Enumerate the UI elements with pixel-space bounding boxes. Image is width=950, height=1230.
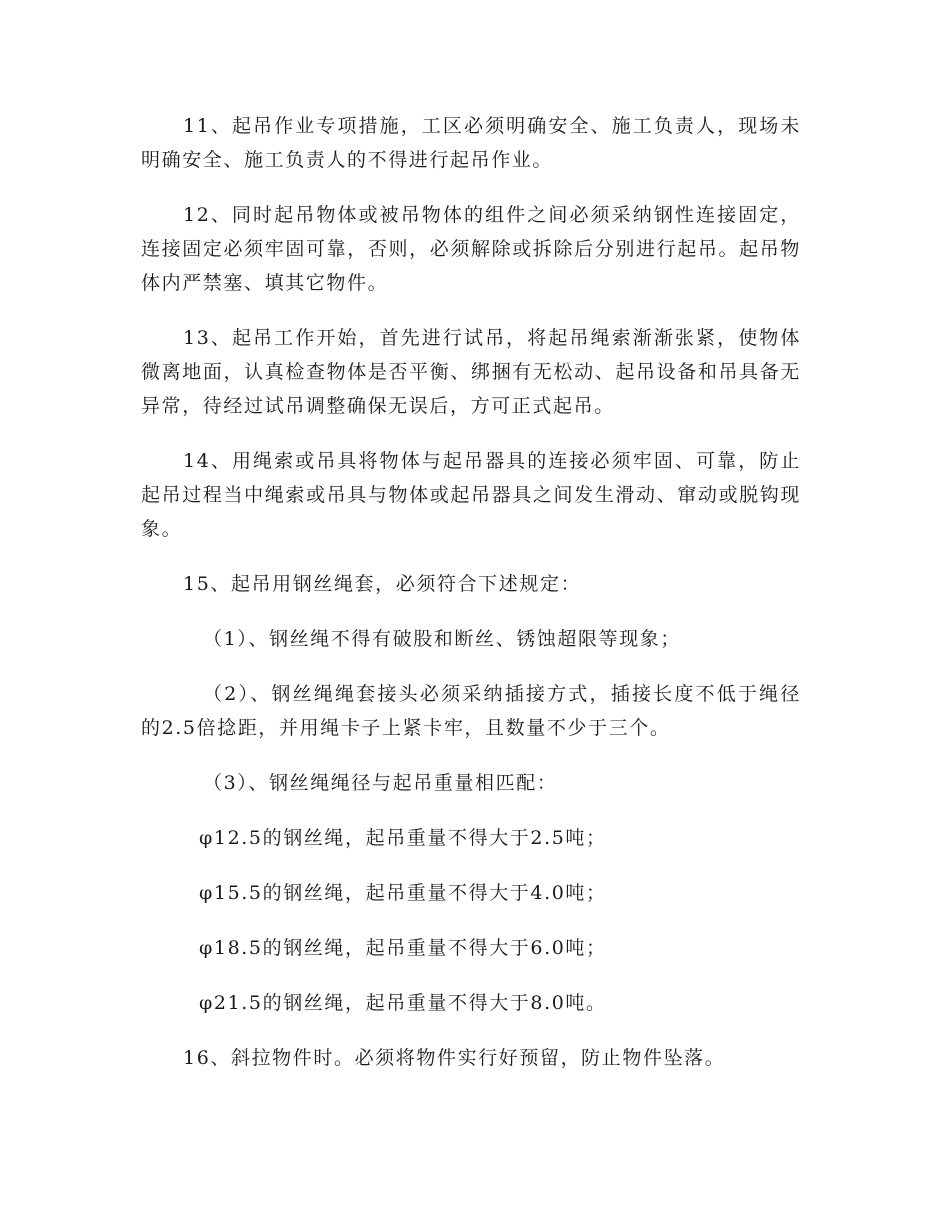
paragraph-item-15: 15、起吊用钢丝绳套，必须符合下述规定： (183, 573, 582, 595)
paragraph-item-16: 16、斜拉物件时。必须将物件实行好预留，防止物件坠落。 (183, 1047, 726, 1069)
rope-spec-12-5: φ12.5的钢丝绳，起吊重量不得大于2.5吨； (199, 827, 607, 849)
document-page (141, 109, 801, 1096)
rope-spec-21-5: φ21.5的钢丝绳，起吊重量不得大于8.0吨。 (199, 992, 607, 1014)
rope-spec-18-5: φ18.5的钢丝绳，起吊重量不得大于6.0吨； (199, 937, 607, 959)
sub-clause-2: （2）、钢丝绳绳套接头必须采纳插接方式，插接长度不低于绳径的2.5倍捻距，并用绳卡子上紧卡牢，且数量不少于三个。 (141, 683, 801, 739)
rope-spec-15-5: φ15.5的钢丝绳，起吊重量不得大于4.0吨； (199, 882, 607, 904)
paragraph-item-14: 14、用绳索或吊具将物体与起吊器具的连接必须牢固、可靠，防止起吊过程当中绳索或吊具与物体或起吊器具之间发生滑动、窜动或脱钩现象。 (141, 450, 801, 540)
paragraph-item-11: 11、起吊作业专项措施，工区必须明确安全、施工负责人，现场未明确安全、施工负责人的不得进行起吊作业。 (141, 115, 801, 171)
paragraph-item-13: 13、起吊工作开始，首先进行试吊，将起吊绳索渐渐张紧，使物体微离地面，认真检查物体是否平衡、绑捆有无松动、起吊设备和吊具备无异常，待经过试吊调整确保无误后，方可正式起吊。 (141, 327, 801, 417)
paragraph-item-12: 12、同时起吊物体或被吊物体的组件之间必须采纳钢性连接固定，连接固定必须牢固可靠，否则，必须解除或拆除后分别进行起吊。起吊物体内严禁塞、填其它物件。 (141, 204, 801, 294)
sub-clause-1: （1）、钢丝绳不得有破股和断丝、锈蚀超限等现象； (203, 628, 681, 650)
sub-clause-3: （3）、钢丝绳绳径与起吊重量相匹配： (203, 772, 558, 794)
